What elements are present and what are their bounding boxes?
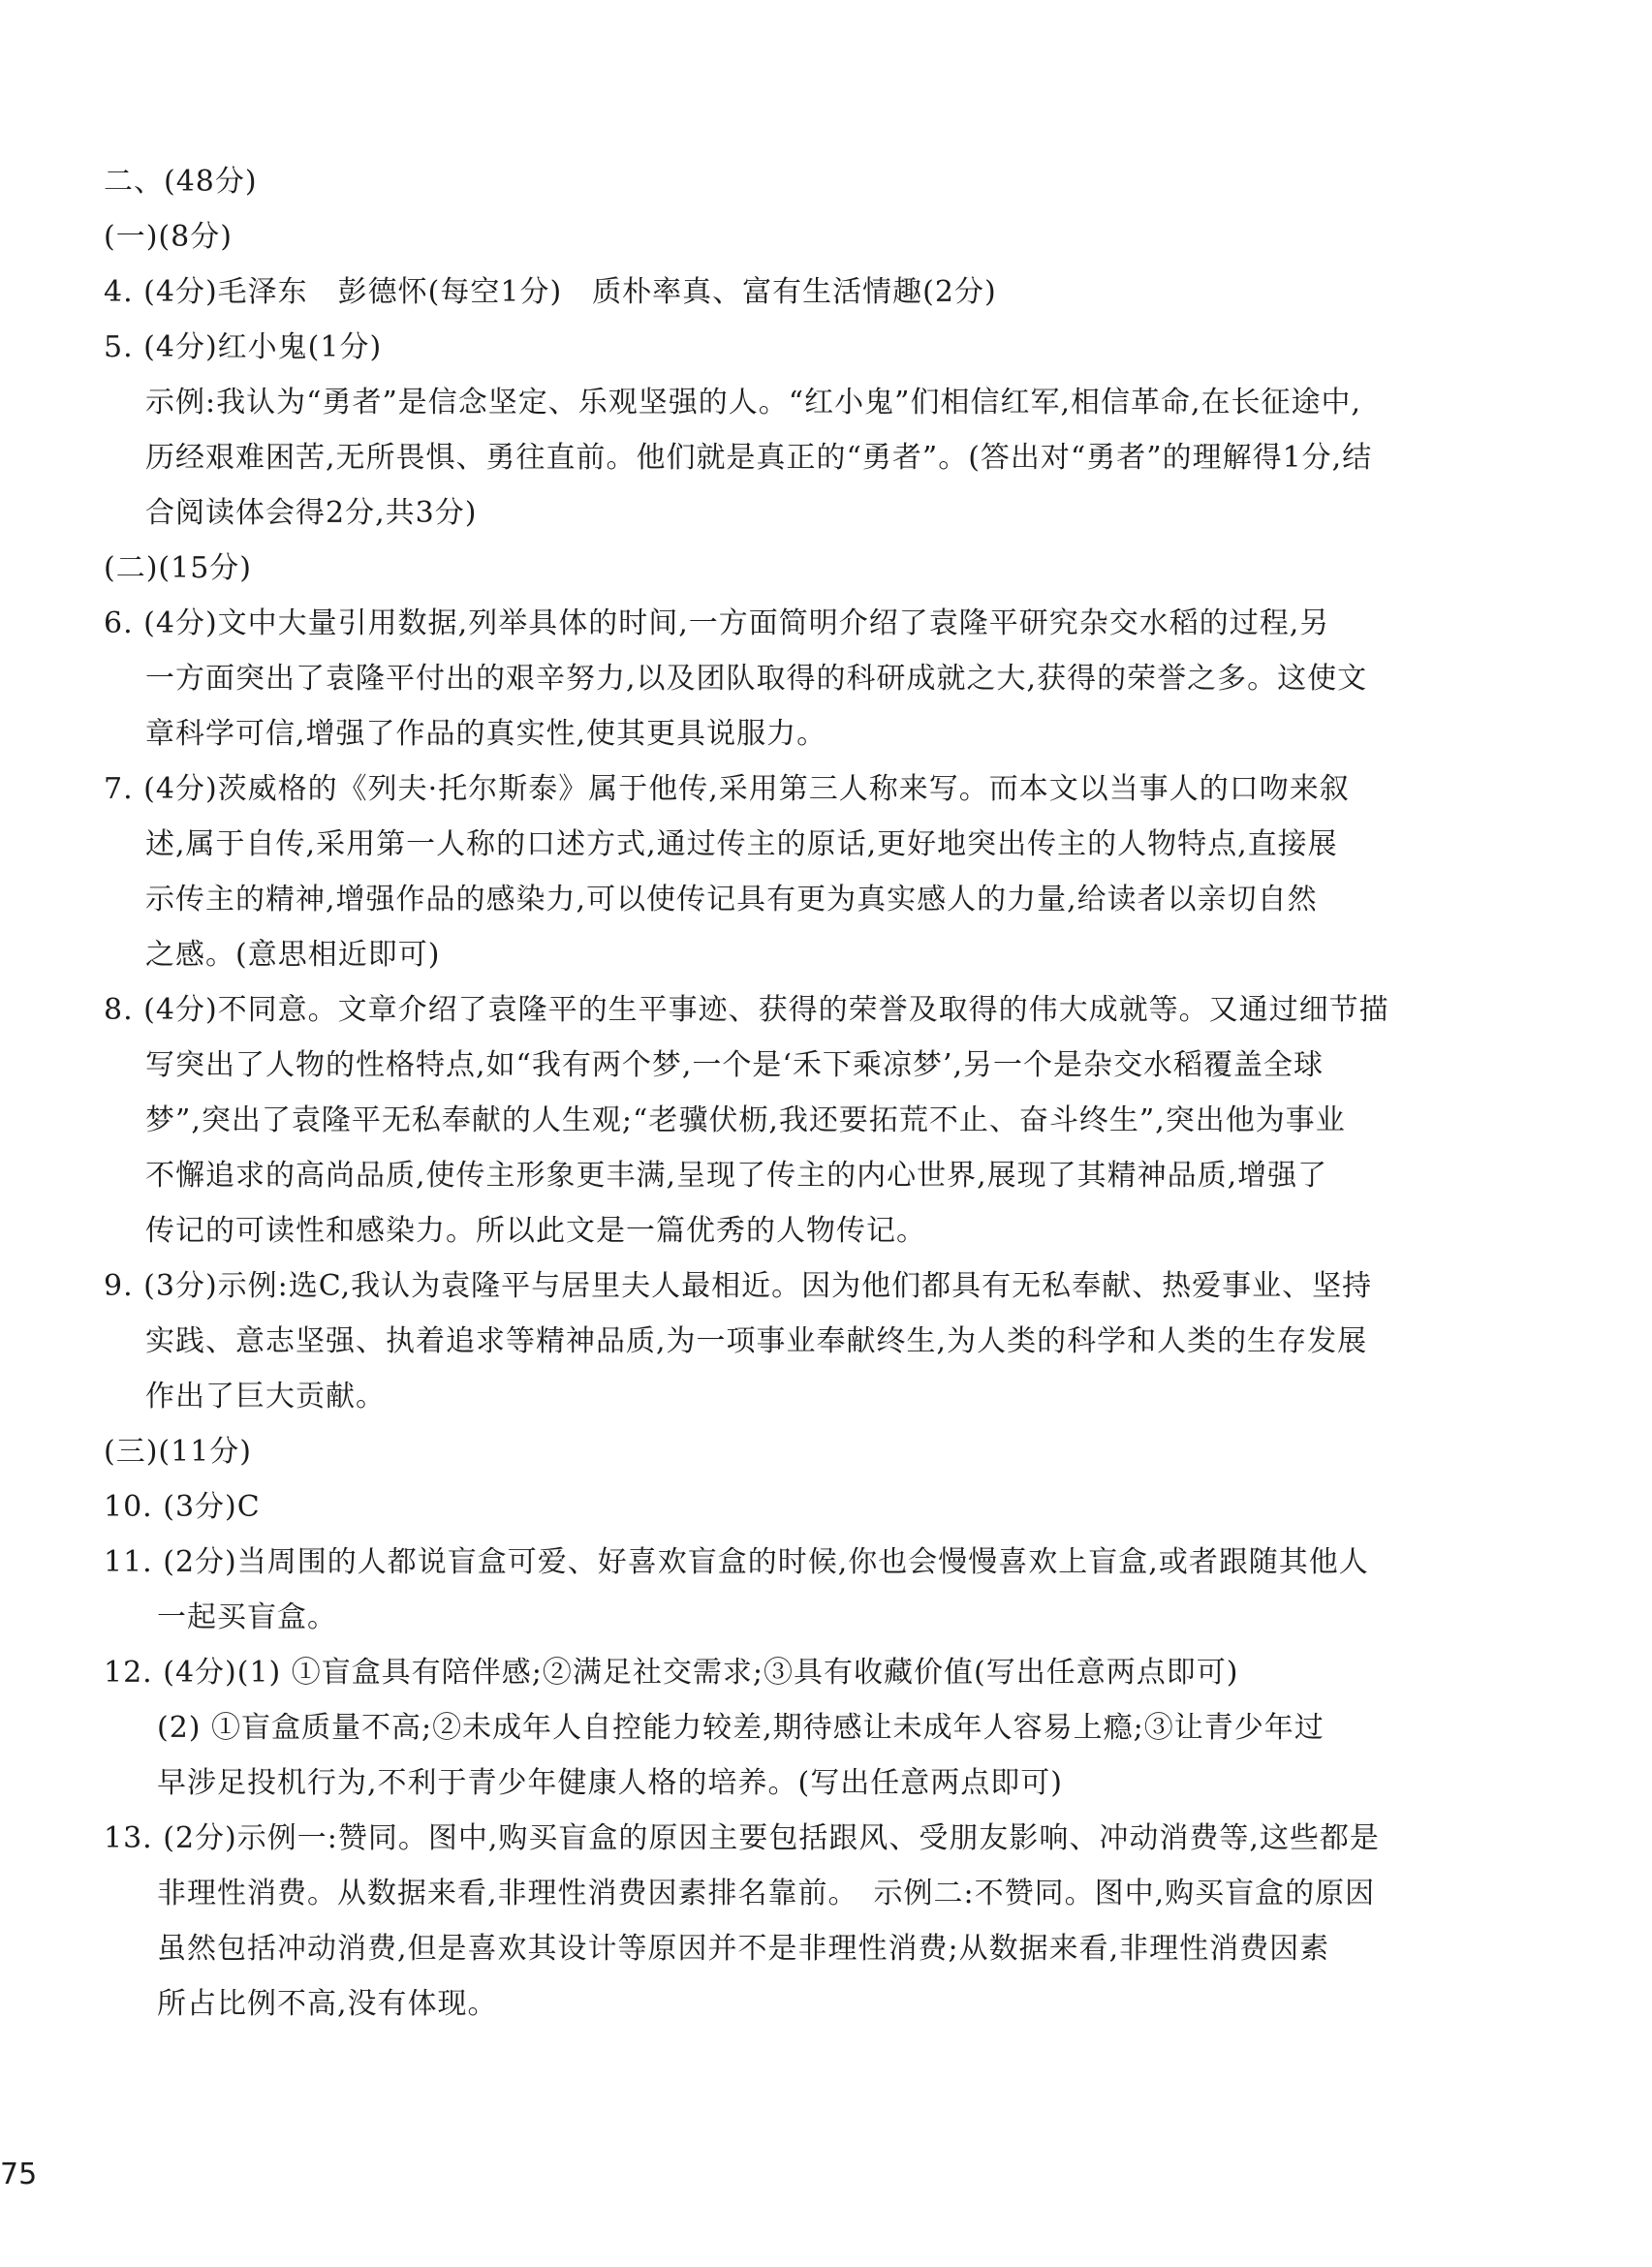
answer-7-line-3: 示传主的精神,增强作品的感染力,可以使传记具有更为真实感人的力量,给读者以亲切自然 [145, 883, 1318, 916]
answer-12-line-2: (2) ①盲盒质量不高;②未成年人自控能力较差,期待感让未成年人容易上瘾;③让青少年过 [157, 1711, 1325, 1745]
answer-10: 10. (3分)C [104, 1490, 261, 1524]
answer-13-line-4: 所占比例不高,没有体现。 [157, 1987, 498, 2021]
answer-13-line-2: 非理性消费。从数据来看,非理性消费因素排名靠前。 示例二:不赞同。图中,购买盲盒的原因 [157, 1877, 1376, 1910]
answer-5-text-line-3: 合阅读体会得2分,共3分) [145, 496, 478, 530]
part-heading-2: (二)(15分) [104, 551, 252, 585]
answer-5: 5. (4分)红小鬼(1分) [104, 330, 383, 364]
answer-13-line-3: 虽然包括冲动消费,但是喜欢其设计等原因并不是非理性消费;从数据来看,非理性消费因素 [157, 1932, 1330, 1966]
answer-11-line-2: 一起买盲盒。 [157, 1600, 337, 1634]
answer-8-line-5: 传记的可读性和感染力。所以此文是一篇优秀的人物传记。 [145, 1214, 926, 1248]
answer-6-line-1: 6. (4分)文中大量引用数据,列举具体的时间,一方面简明介绍了袁隆平研究杂交水稻的过程,另 [104, 606, 1330, 640]
answer-7-line-1: 7. (4分)茨威格的《列夫·托尔斯泰》属于他传,采用第三人称来写。而本文以当事人的口吻来叙 [104, 772, 1350, 806]
answer-5-text-line-1: 示例:我认为“勇者”是信念坚定、乐观坚强的人。“红小鬼”们相信红军,相信革命,在长征途中, [145, 386, 1362, 419]
answer-9-line-3: 作出了巨大贡献。 [145, 1380, 386, 1413]
answer-11-line-1: 11. (2分)当周围的人都说盲盒可爱、好喜欢盲盒的时候,你也会慢慢喜欢上盲盒,或者跟随其他人 [104, 1545, 1369, 1579]
answer-6-line-2: 一方面突出了袁隆平付出的艰辛努力,以及团队取得的科研成就之大,获得的荣誉之多。这使文 [145, 662, 1368, 696]
answer-8-line-4: 不懈追求的高尚品质,使传主形象更丰满,呈现了传主的内心世界,展现了其精神品质,增强了 [145, 1159, 1328, 1193]
answer-7-line-2: 述,属于自传,采用第一人称的口述方式,通过传主的原话,更好地突出传主的人物特点,直接展 [145, 827, 1338, 861]
answer-13-line-1: 13. (2分)示例一:赞同。图中,购买盲盒的原因主要包括跟风、受朋友影响、冲动消费等,这些都是 [104, 1821, 1380, 1855]
answer-9-line-2: 实践、意志坚强、执着追求等精神品质,为一项事业奉献终生,为人类的科学和人类的生存发展 [145, 1324, 1368, 1358]
page-number: 75 [0, 2158, 38, 2191]
answer-9-line-1: 9. (3分)示例:选C,我认为袁隆平与居里夫人最相近。因为他们都具有无私奉献、热爱事业、坚持 [104, 1269, 1373, 1303]
answer-4: 4. (4分)毛泽东 彭德怀(每空1分) 质朴率真、富有生活情趣(2分) [104, 275, 997, 309]
part-heading-3: (三)(11分) [104, 1435, 252, 1469]
section-title: 二、(48分) [104, 165, 258, 199]
answer-8-line-1: 8. (4分)不同意。文章介绍了袁隆平的生平事迹、获得的荣誉及取得的伟大成就等。又通过细节描 [104, 993, 1389, 1027]
answer-5-text-line-2: 历经艰难困苦,无所畏惧、勇往直前。他们就是真正的“勇者”。(答出对“勇者”的理解得1分,结 [145, 441, 1373, 475]
answer-8-line-3: 梦”,突出了袁隆平无私奉献的人生观;“老骥伏枥,我还要拓荒不止、奋斗终生”,突出他为事业 [145, 1103, 1346, 1137]
answer-12-line-3: 早涉足投机行为,不利于青少年健康人格的培养。(写出任意两点即可) [157, 1766, 1063, 1800]
answer-7-line-4: 之感。(意思相近即可) [145, 938, 441, 972]
answer-8-line-2: 写突出了人物的性格特点,如“我有两个梦,一个是‘禾下乘凉梦’,另一个是杂交水稻覆盖全球 [145, 1048, 1325, 1082]
answer-6-line-3: 章科学可信,增强了作品的真实性,使其更具说服力。 [145, 717, 827, 751]
answer-12-line-1: 12. (4分)(1) ①盲盒具有陪伴感;②满足社交需求;③具有收藏价值(写出任意两点即可) [104, 1656, 1239, 1690]
part-heading-1: (一)(8分) [104, 220, 233, 254]
